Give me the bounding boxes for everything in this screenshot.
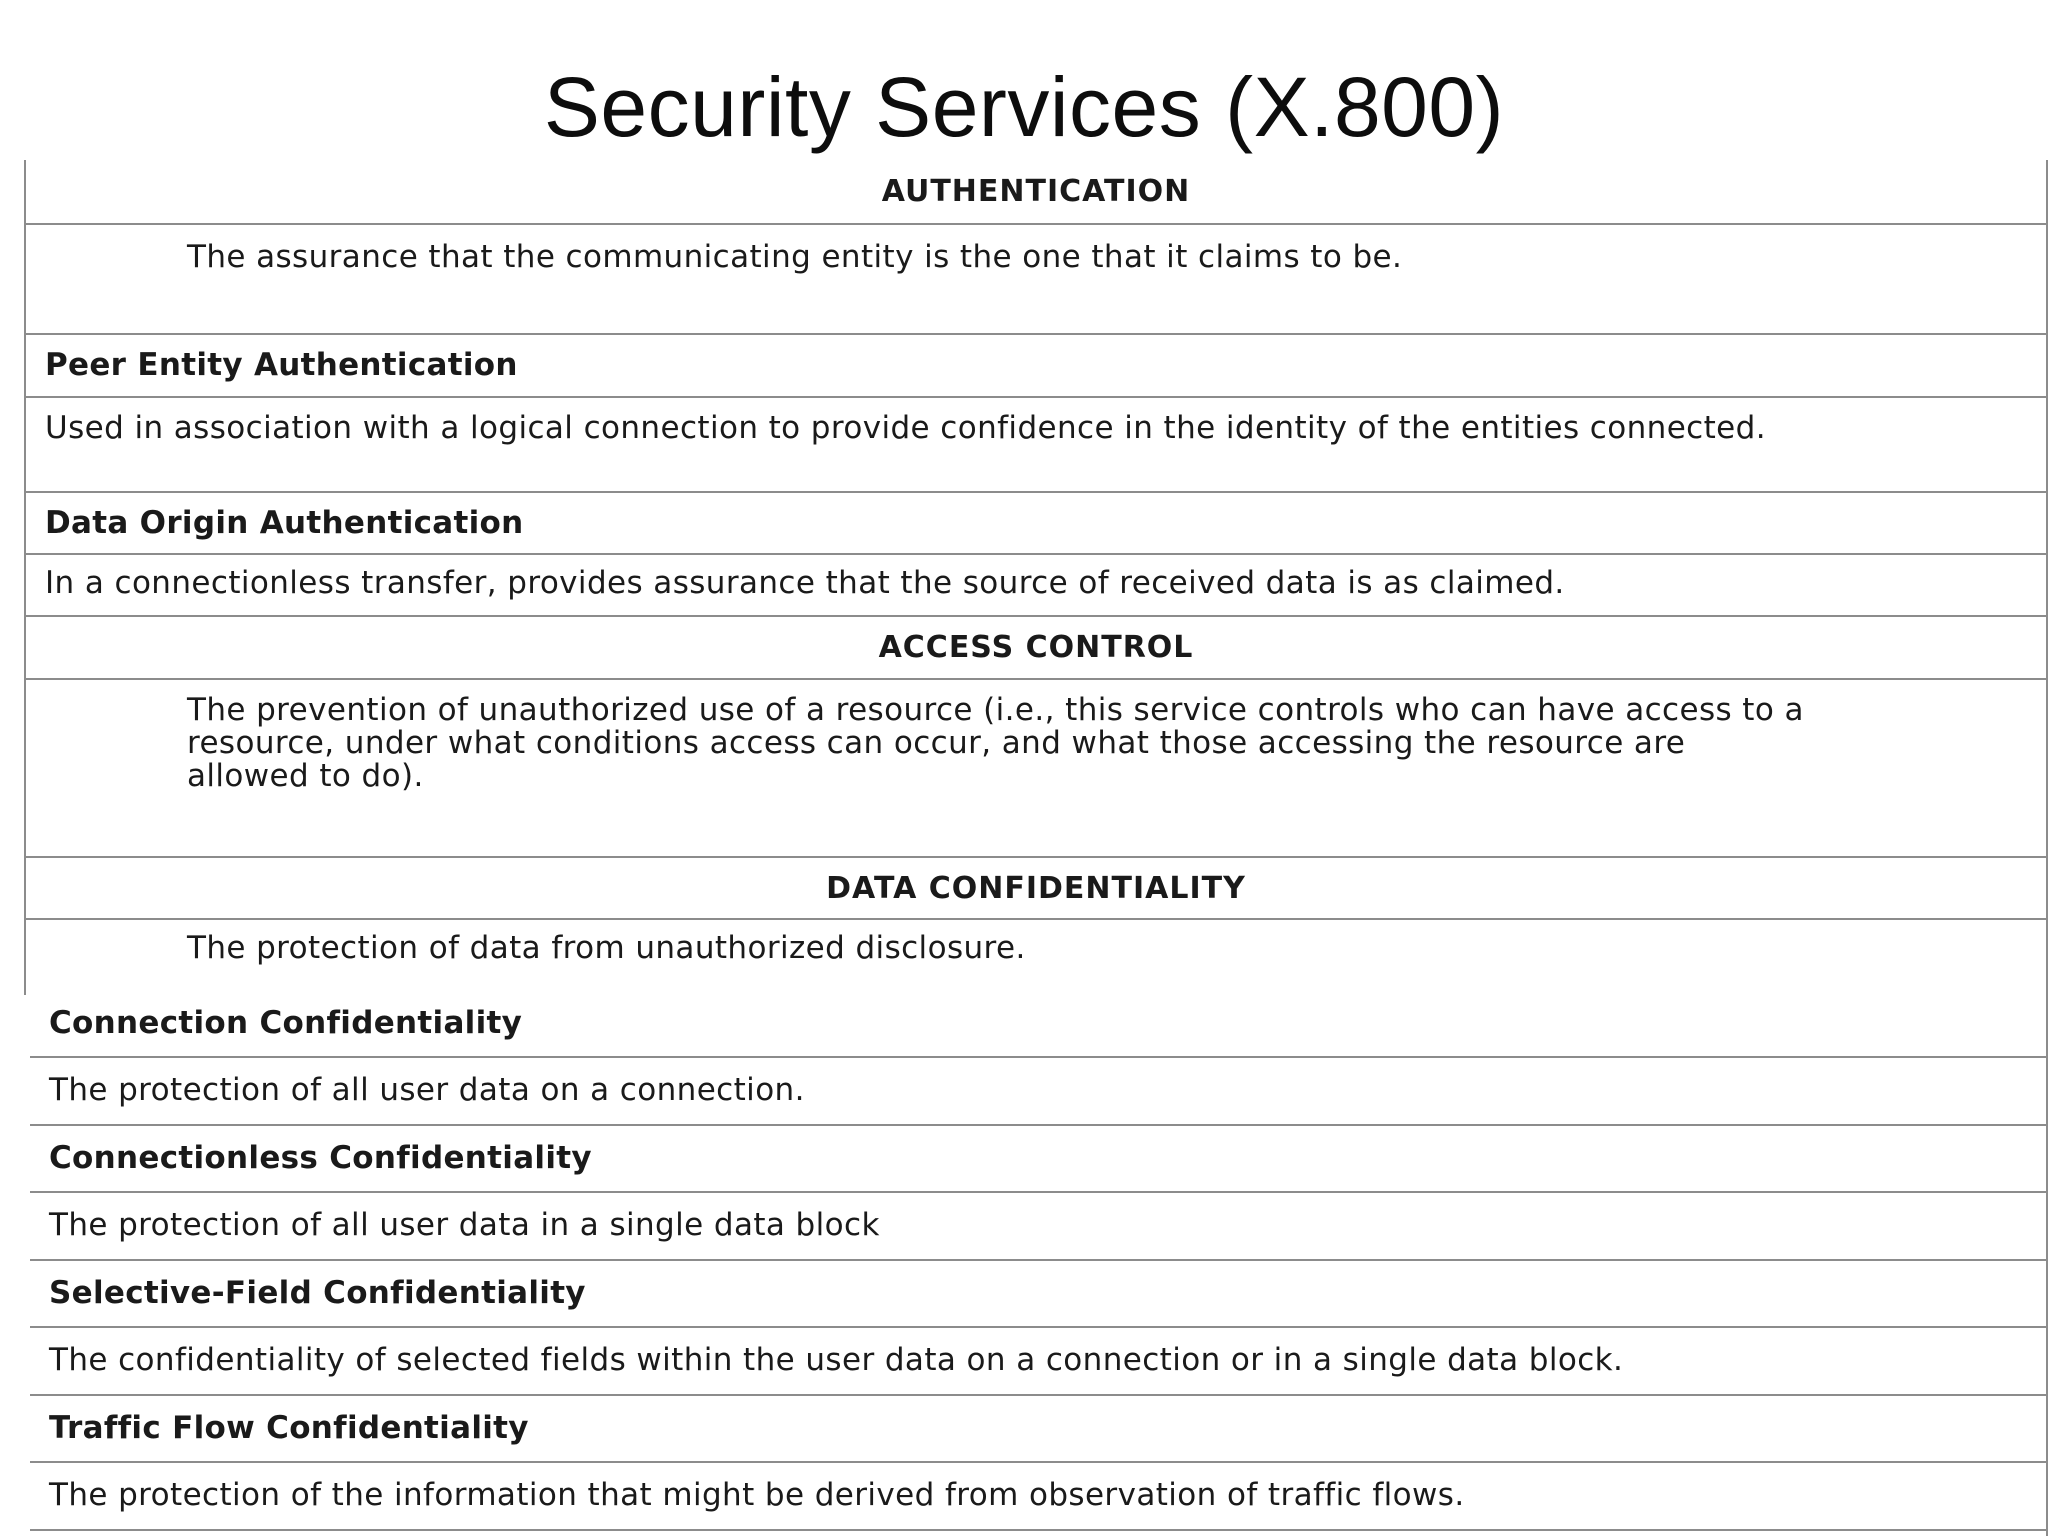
selective-field-confidentiality-description: The confidentiality of selected fields within the user data on a connection or in a single data block. (49, 1342, 1624, 1378)
connection-confidentiality-name: Connection Confidentiality (49, 1005, 523, 1041)
peer-entity-authentication-desc-row (26, 398, 2046, 493)
data-confidentiality-header-row (26, 858, 2046, 920)
authentication-definition-row (26, 225, 2046, 335)
connection-confidentiality-description: The protection of all user data on a connection. (49, 1072, 805, 1108)
access-control-heading: ACCESS CONTROL (878, 630, 1194, 665)
access-control-definition: The prevention of unauthorized use of a resource (i.e., this service controls who can have access to a resource, under what conditions access can occur, and what those accessing the resource are allowed to do). (187, 692, 1804, 794)
access-control-definition-row (26, 680, 2046, 858)
data-confidentiality-definition-row (26, 920, 2046, 995)
selective-field-confidentiality-name: Selective-Field Confidentiality (49, 1275, 586, 1311)
connectionless-confidentiality-desc-row (30, 1193, 2046, 1261)
selective-field-confidentiality-desc-row (30, 1328, 2046, 1396)
peer-entity-authentication-name: Peer Entity Authentication (45, 347, 518, 383)
traffic-flow-confidentiality-description: The protection of the information that might be derived from observation of traffic flows. (49, 1477, 1465, 1513)
services-table-upper (24, 160, 2048, 995)
connectionless-confidentiality-name: Connectionless Confidentiality (49, 1140, 592, 1176)
connectionless-confidentiality-description: The protection of all user data in a single data block (49, 1207, 880, 1243)
data-origin-authentication-description: In a connectionless transfer, provides assurance that the source of received data is as claimed. (45, 565, 1565, 601)
connectionless-confidentiality-row (30, 1126, 2046, 1193)
data-confidentiality-definition: The protection of data from unauthorized disclosure. (187, 930, 1026, 966)
services-table-lower (30, 993, 2048, 1536)
connection-confidentiality-desc-row (30, 1058, 2046, 1126)
slide-title: Security Services (X.800) (543, 60, 1505, 154)
connection-confidentiality-row (30, 993, 2046, 1058)
peer-entity-authentication-description: Used in association with a logical connection to provide confidence in the identity of the entities connected. (45, 410, 1766, 446)
traffic-flow-confidentiality-row (30, 1396, 2046, 1463)
authentication-header-row (26, 160, 2046, 225)
traffic-flow-confidentiality-name: Traffic Flow Confidentiality (49, 1410, 529, 1446)
peer-entity-authentication-row (26, 335, 2046, 398)
selective-field-confidentiality-row (30, 1261, 2046, 1328)
authentication-heading: AUTHENTICATION (881, 174, 1191, 209)
access-control-header-row (26, 617, 2046, 680)
data-origin-authentication-desc-row (26, 555, 2046, 617)
data-origin-authentication-name: Data Origin Authentication (45, 505, 524, 541)
authentication-definition: The assurance that the communicating entity is the one that it claims to be. (187, 239, 1403, 275)
data-confidentiality-heading: DATA CONFIDENTIALITY (826, 871, 1246, 906)
data-origin-authentication-row (26, 493, 2046, 555)
traffic-flow-confidentiality-desc-row (30, 1463, 2046, 1531)
